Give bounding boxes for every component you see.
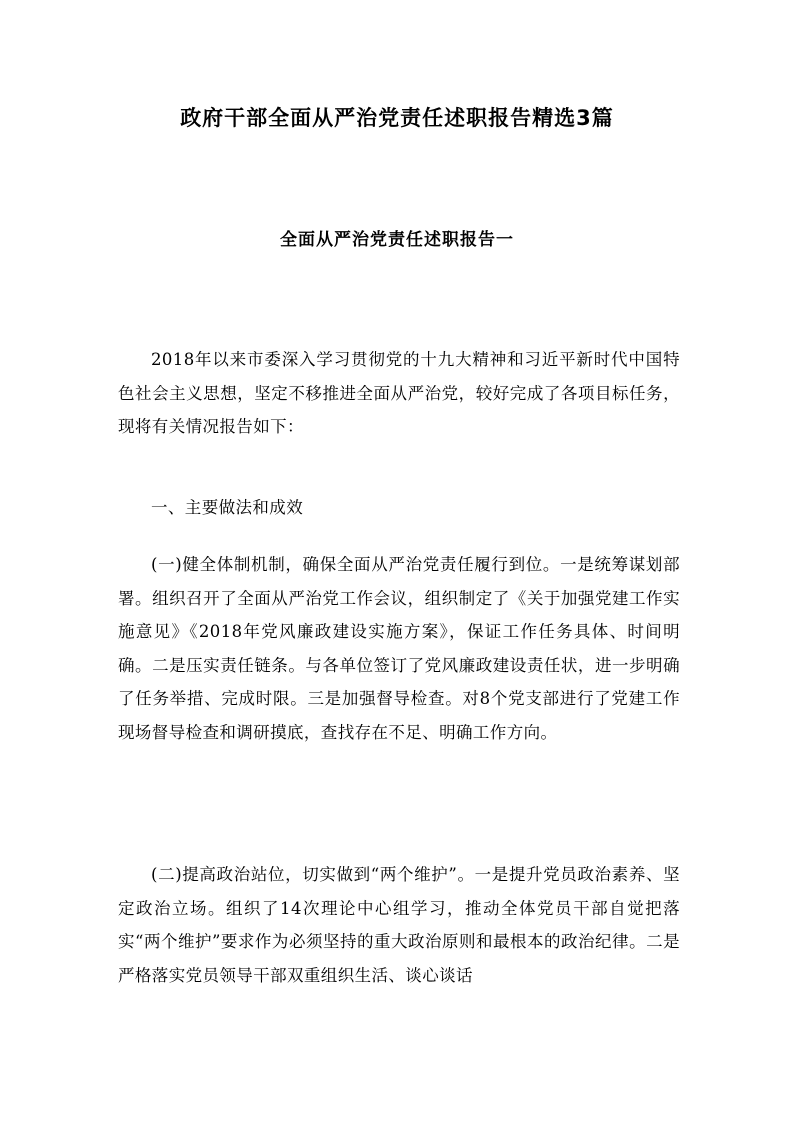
section-title: 全面从严治党责任述职报告一 bbox=[280, 230, 514, 250]
paragraph-item-2: (二)提高政治站位，切实做到“两个维护”。一是提升党员政治素养、坚定政治立场。组织了14次理论中心组学习，推动全体党员干部自觉把落实“两个维护”要求作为必须坚持的重大政治原则和最根本的政治纪律。二是严格落实党员领导干部双重组织生活、谈心谈话 bbox=[118, 865, 680, 985]
document-title: 政府干部全面从严治党责任述职报告精选3篇 bbox=[180, 106, 614, 130]
paragraph-item-1: (一)健全体制机制，确保全面从严治党责任履行到位。一是统筹谋划部署。组织召开了全面从严治党工作会议，组织制定了《关于加强党建工作实施意见》《2018年党风廉政建设实施方案》，保证工作任务具体、时间明确。二是压实责任链条。与各单位签订了党风廉政建设责任状，进一步明确了任务举措、完成时限。三是加强督导检查。对8个党支部进行了党建工作现场督导检查和调研摸底，查找存在不足、明确工作方向。 bbox=[118, 555, 680, 742]
heading-main-measures: 一、主要做法和成效 bbox=[151, 498, 304, 517]
intro-paragraph: 2018年以来市委深入学习贯彻党的十九大精神和习近平新时代中国特色社会主义思想，坚定不移推进全面从严治党，较好完成了各项目标任务，现将有关情况报告如下： bbox=[118, 350, 680, 437]
